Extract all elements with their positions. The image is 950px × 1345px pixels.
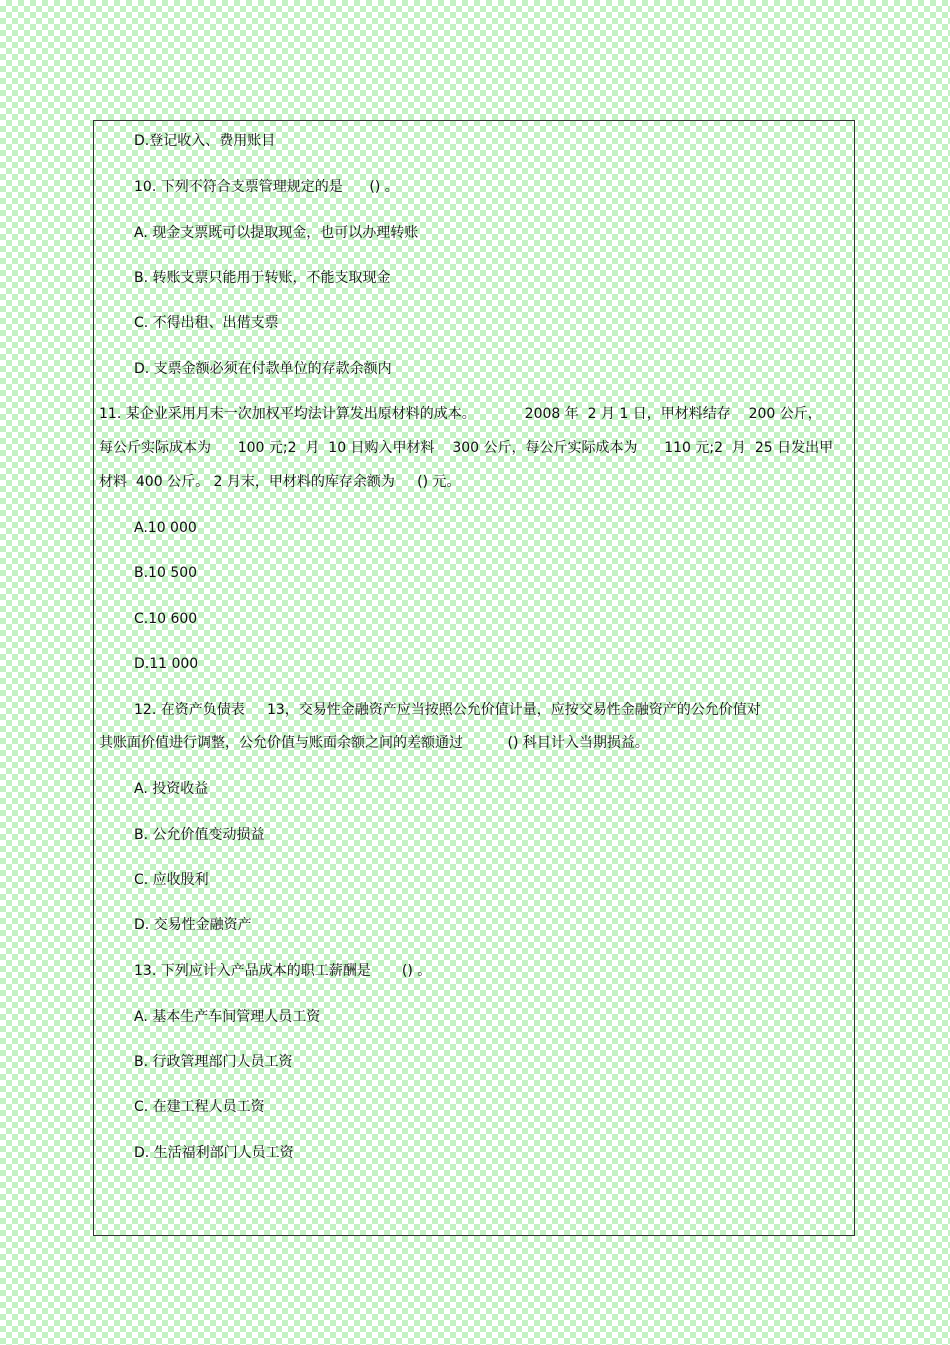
option-10b: B. 转账支票只能用于转账，不能支取现金 — [134, 270, 391, 286]
question-10: 10. 下列不符合支票管理规定的是 () 。 — [134, 179, 399, 195]
question-11-line-1: 11. 某企业采用月末一次加权平均法计算发出原材料的成本。 2008 年 2 月 1 日，甲材料结存 200 公斤， — [99, 406, 822, 422]
option-11b: B.10 500 — [134, 565, 198, 581]
option-13a: A. 基本生产车间管理人员工资 — [134, 1009, 321, 1025]
option-13d: D. 生活福利部门人员工资 — [134, 1145, 294, 1161]
option-13c: C. 在建工程人员工资 — [134, 1099, 265, 1115]
option-12c: C. 应收股利 — [134, 872, 209, 888]
question-11-line-3: 材料 400 公斤。 2 月末，甲材料的库存余额为 () 元。 — [99, 474, 461, 490]
option-10a: A. 现金支票既可以提取现金，也可以办理转账 — [134, 225, 419, 241]
option-11c: C.10 600 — [134, 611, 198, 627]
option-9d: D.登记收入、费用账目 — [134, 133, 276, 149]
option-12b: B. 公允价值变动损益 — [134, 827, 265, 843]
option-13b: B. 行政管理部门人员工资 — [134, 1054, 293, 1070]
option-10c: C. 不得出租、出借支票 — [134, 315, 279, 331]
question-11-line-2: 每公斤实际成本为 100 元;2 月 10 日购入甲材料 300 公斤，每公斤实际成本为 110 元;2 月 25 日发出甲 — [99, 440, 834, 456]
question-13: 13. 下列应计入产品成本的职工薪酬是 () 。 — [134, 963, 432, 979]
option-12a: A. 投资收益 — [134, 781, 209, 797]
question-12-line-1: 12. 在资产负债表 13，交易性金融资产应当按照公允价值计量，应按交易性金融资产的公允价值对 — [134, 702, 761, 718]
question-12-line-2: 其账面价值进行调整，公允价值与账面余额之间的差额通过 () 科目计入当期损益。 — [99, 735, 649, 751]
option-10d: D. 支票金额必须在付款单位的存款余额内 — [134, 361, 392, 377]
option-11d: D.11 000 — [134, 656, 199, 672]
option-11a: A.10 000 — [134, 520, 197, 536]
option-12d: D. 交易性金融资产 — [134, 917, 252, 933]
